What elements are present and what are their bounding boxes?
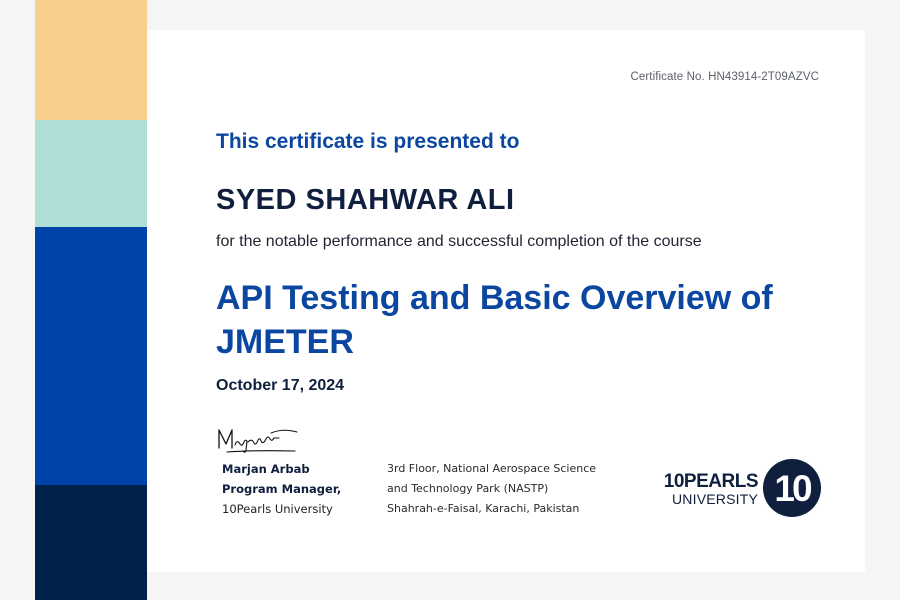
recipient-name: SYED SHAHWAR ALI [216,184,515,216]
stripe-yellow [35,0,147,120]
signer-title: Program Manager, [222,482,342,496]
signature-mark [215,420,301,456]
signer-name: Marjan Arbab [222,462,310,476]
address-line-2: and Technology Park (NASTP) [387,482,549,495]
stripe-mint [35,120,147,227]
signer-organization: 10Pearls University [222,502,333,516]
logo-wordmark-top: 10PEARLS [663,471,758,492]
certificate-number: Certificate No. HN43914-2T09AZVC [630,71,819,83]
address-line-3: Shahrah-e-Faisal, Karachi, Pakistan [387,502,580,515]
10pearls-university-logo-icon [762,458,822,518]
presented-to-heading: This certificate is presented to [216,130,520,153]
stripe-blue [35,227,147,485]
signer-block [222,459,341,519]
address-line-1: 3rd Floor, National Aerospace Science [387,462,597,475]
logo-mark-number: 10 [774,468,810,509]
logo-wordmark-bottom: UNIVERSITY [671,491,758,507]
course-title: API Testing and Basic Overview of JMETER [216,279,773,361]
stripe-navy [35,485,147,600]
certificate-card [147,30,865,572]
10pearls-university-logo [640,456,822,520]
address-block [387,459,596,519]
completion-statement: for the notable performance and successful completion of the course [216,233,702,250]
issue-date: October 17, 2024 [216,377,345,394]
